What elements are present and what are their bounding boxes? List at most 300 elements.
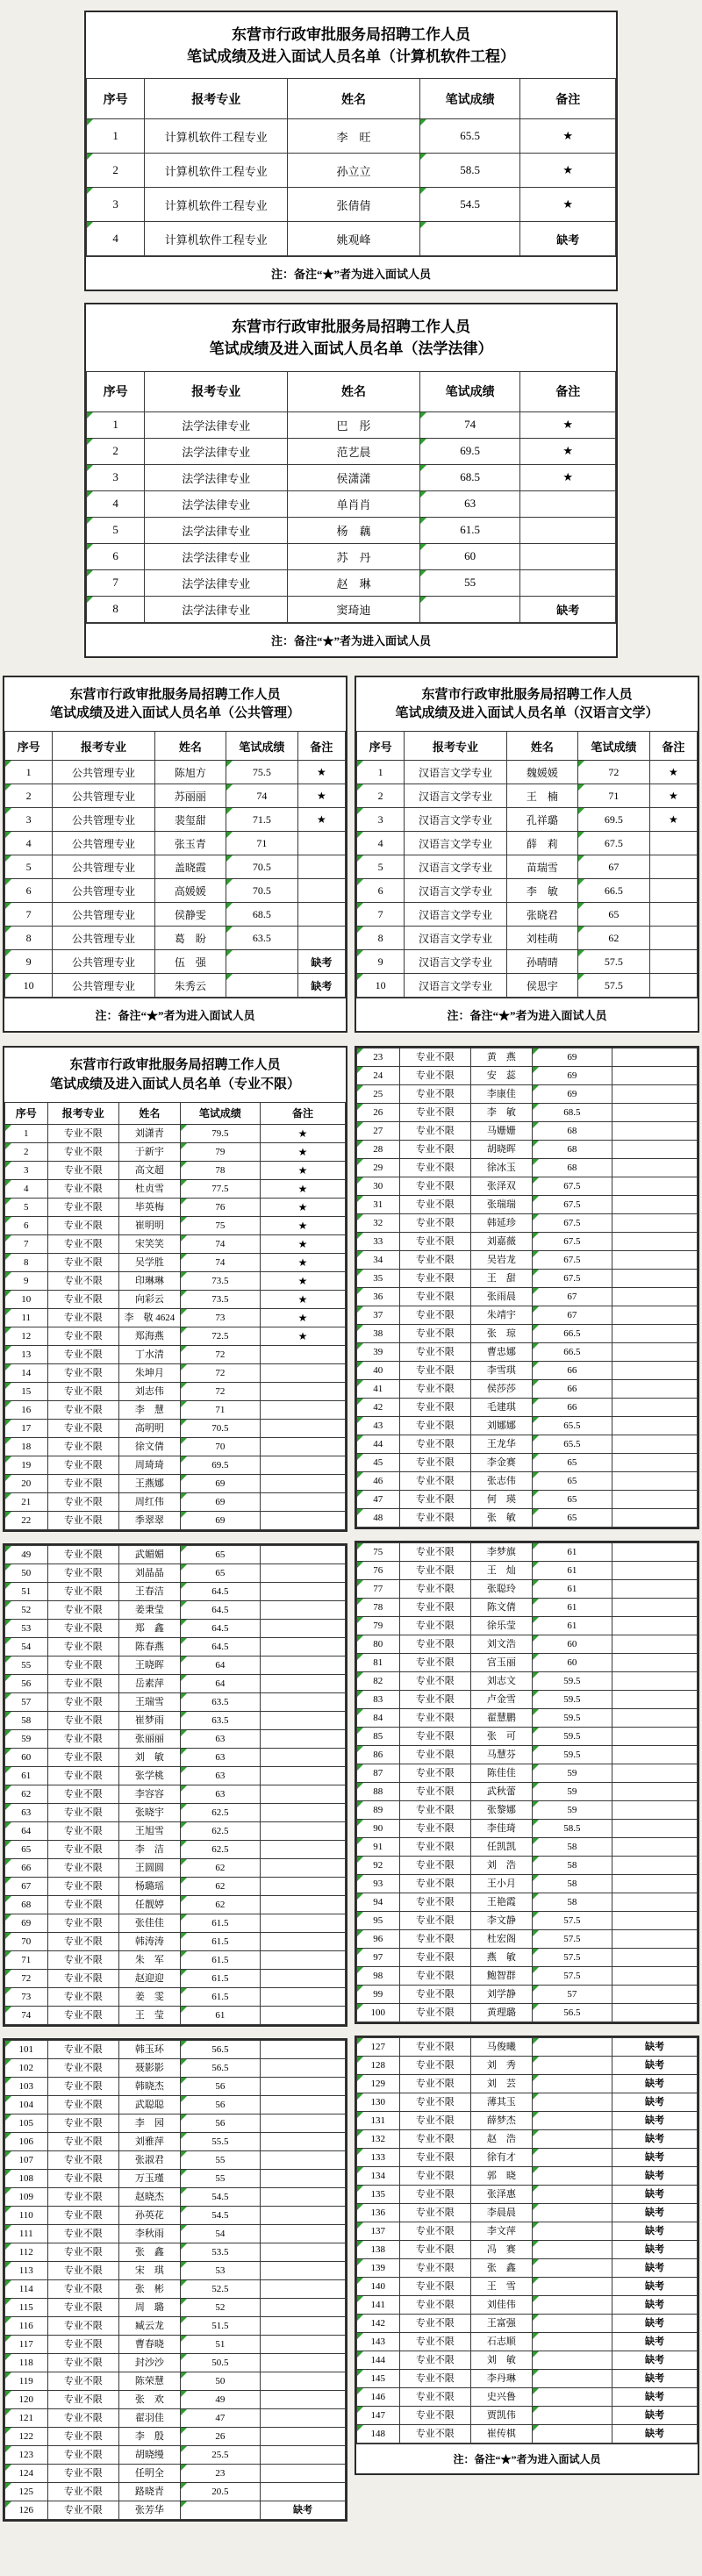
name-cell: 李 园 xyxy=(118,2114,180,2132)
table-row xyxy=(357,832,698,855)
table-row xyxy=(87,596,616,622)
seq-cell: 4 xyxy=(5,1179,48,1198)
remark-cell xyxy=(260,1692,345,1711)
seq-cell: 50 xyxy=(5,1563,48,1582)
score-cell xyxy=(532,2075,612,2093)
score-table xyxy=(4,1545,346,2025)
name-cell: 周 璐 xyxy=(118,2298,180,2316)
score-cell: 73.5 xyxy=(180,1290,260,1308)
table-row xyxy=(357,1562,698,1580)
score-cell xyxy=(532,2186,612,2204)
table-unlimited-page6 xyxy=(355,2036,699,2475)
name-cell: 裴玺甜 xyxy=(154,808,226,832)
score-cell: 68 xyxy=(532,1141,612,1159)
remark-cell xyxy=(260,2372,345,2390)
remark-cell xyxy=(260,1563,345,1582)
table-row xyxy=(5,1253,346,1271)
table-row xyxy=(87,119,616,154)
major-cell: 专业不限 xyxy=(399,1509,470,1528)
remark-cell xyxy=(612,1930,697,1949)
name-cell: 窦琦迪 xyxy=(288,596,420,622)
major-cell: 专业不限 xyxy=(47,2006,118,2024)
table-row xyxy=(5,2298,346,2316)
table-row xyxy=(5,1692,346,1711)
table-title-line2: 笔试成绩及进入面试人员名单（法学法律） xyxy=(209,340,493,357)
name-cell: 印琳琳 xyxy=(118,1271,180,1290)
seq-cell: 145 xyxy=(357,2370,400,2388)
major-cell: 专业不限 xyxy=(47,1895,118,1914)
seq-cell: 49 xyxy=(5,1545,48,1563)
remark-cell: 缺考 xyxy=(612,2167,697,2186)
remark-cell: 缺考 xyxy=(612,2388,697,2407)
name-cell: 李秋雨 xyxy=(118,2224,180,2243)
major-cell: 专业不限 xyxy=(399,1709,470,1728)
seq-cell: 11 xyxy=(5,1308,48,1327)
major-cell: 专业不限 xyxy=(47,1748,118,1766)
major-cell: 专业不限 xyxy=(47,1271,118,1290)
table-row xyxy=(357,1472,698,1491)
score-cell: 70.5 xyxy=(180,1419,260,1437)
name-cell: 刘 秀 xyxy=(470,2057,532,2075)
major-cell: 专业不限 xyxy=(399,2278,470,2296)
column-header: 笔试成绩 xyxy=(578,732,649,761)
table-unlimited-page1 xyxy=(3,1046,347,1532)
seq-cell: 98 xyxy=(357,1967,400,1986)
name-cell: 向彩云 xyxy=(118,1290,180,1308)
name-cell: 范艺晨 xyxy=(288,438,420,464)
seq-cell: 89 xyxy=(357,1801,400,1820)
name-cell: 单肖肖 xyxy=(288,490,420,517)
major-cell: 专业不限 xyxy=(399,1159,470,1177)
score-table xyxy=(4,1102,346,1530)
name-cell: 武聪聪 xyxy=(118,2095,180,2114)
table-row xyxy=(5,2243,346,2261)
remark-cell xyxy=(649,879,697,903)
name-cell: 张玉青 xyxy=(154,832,226,855)
score-cell: 74 xyxy=(180,1234,260,1253)
major-cell: 专业不限 xyxy=(399,1912,470,1930)
score-cell: 26 xyxy=(180,2427,260,2445)
remark-cell xyxy=(260,2224,345,2243)
remark-cell xyxy=(612,1380,697,1399)
seq-cell: 32 xyxy=(357,1214,400,1233)
major-cell: 专业不限 xyxy=(399,1214,470,1233)
column-header: 备注 xyxy=(520,371,616,411)
major-cell: 专业不限 xyxy=(399,2351,470,2370)
score-cell: 68.5 xyxy=(532,1104,612,1122)
name-cell: 王 莹 xyxy=(118,2006,180,2024)
seq-cell: 69 xyxy=(5,1914,48,1932)
seq-cell: 5 xyxy=(5,855,53,879)
table-body xyxy=(5,1545,346,2024)
column-header: 笔试成绩 xyxy=(226,732,297,761)
remark-cell: 缺考 xyxy=(612,2038,697,2057)
remark-cell: 缺考 xyxy=(612,2204,697,2222)
table-body xyxy=(5,2040,346,2519)
remark-cell: 缺考 xyxy=(612,2296,697,2315)
major-cell: 汉语言文学专业 xyxy=(405,927,506,950)
table-title xyxy=(4,677,346,732)
major-cell: 专业不限 xyxy=(47,2058,118,2077)
seq-cell: 10 xyxy=(5,1290,48,1308)
score-cell xyxy=(532,2333,612,2351)
major-cell: 专业不限 xyxy=(47,1419,118,1437)
remark-cell xyxy=(260,2187,345,2206)
seq-cell: 129 xyxy=(357,2075,400,2093)
name-cell: 李文静 xyxy=(470,1912,532,1930)
remark-cell xyxy=(612,1728,697,1746)
table-row xyxy=(357,1214,698,1233)
name-cell: 卢金雪 xyxy=(470,1691,532,1709)
remark-cell xyxy=(260,1345,345,1363)
table-row xyxy=(5,1821,346,1840)
name-cell: 王富强 xyxy=(470,2315,532,2333)
table-row xyxy=(357,2241,698,2259)
table-row xyxy=(5,808,346,832)
score-cell: 57.5 xyxy=(578,974,649,998)
name-cell: 张淑君 xyxy=(118,2150,180,2169)
table-row xyxy=(357,1783,698,1801)
major-cell: 专业不限 xyxy=(399,1399,470,1417)
name-cell: 臧云龙 xyxy=(118,2316,180,2335)
remark-cell xyxy=(260,2279,345,2298)
remark-cell xyxy=(297,832,345,855)
score-cell: 62 xyxy=(180,1858,260,1877)
table-row xyxy=(87,569,616,596)
major-cell: 专业不限 xyxy=(47,2132,118,2150)
seq-cell: 61 xyxy=(5,1766,48,1785)
table-row xyxy=(357,2038,698,2057)
score-cell: 55 xyxy=(180,2169,260,2187)
table-title-line2: 笔试成绩及进入面试人员名单（专业不限） xyxy=(49,1077,300,1091)
remark-cell: 缺考 xyxy=(612,2075,697,2093)
major-cell: 专业不限 xyxy=(399,2407,470,2425)
score-cell: 65 xyxy=(578,903,649,927)
score-cell: 59.5 xyxy=(532,1746,612,1764)
score-cell: 67 xyxy=(532,1288,612,1306)
seq-cell: 10 xyxy=(5,974,53,998)
name-cell: 赵 琳 xyxy=(288,569,420,596)
table-row xyxy=(5,2040,346,2058)
major-cell: 专业不限 xyxy=(399,1857,470,1875)
major-cell: 专业不限 xyxy=(47,1290,118,1308)
major-cell: 专业不限 xyxy=(47,2372,118,2390)
name-cell: 李 敏 xyxy=(470,1104,532,1122)
seq-cell: 12 xyxy=(5,1327,48,1345)
remark-cell xyxy=(612,1270,697,1288)
remark-cell xyxy=(612,1509,697,1528)
name-cell: 杨璐瑶 xyxy=(118,1877,180,1895)
table-row xyxy=(357,761,698,784)
major-cell: 法学法律专业 xyxy=(145,464,288,490)
table-row xyxy=(5,1198,346,1216)
table-row xyxy=(5,1271,346,1290)
table-row xyxy=(357,1306,698,1325)
seq-cell: 6 xyxy=(357,879,405,903)
table-row xyxy=(87,490,616,517)
remark-cell xyxy=(612,1820,697,1838)
name-cell: 刘娜娜 xyxy=(470,1417,532,1435)
score-cell xyxy=(532,2222,612,2241)
major-cell: 专业不限 xyxy=(399,1986,470,2004)
table-row xyxy=(5,2095,346,2114)
score-cell xyxy=(226,974,297,998)
name-cell: 薄其玉 xyxy=(470,2093,532,2112)
table-row xyxy=(5,1858,346,1877)
major-cell: 专业不限 xyxy=(47,1400,118,1419)
major-cell: 专业不限 xyxy=(47,2464,118,2482)
score-table xyxy=(356,1048,698,1528)
score-cell: 47 xyxy=(180,2408,260,2427)
score-cell: 53.5 xyxy=(180,2243,260,2261)
seq-cell: 67 xyxy=(5,1877,48,1895)
score-cell xyxy=(532,2407,612,2425)
table-row xyxy=(357,903,698,927)
remark-cell xyxy=(612,1672,697,1691)
name-cell: 周琦琦 xyxy=(118,1456,180,1474)
remark-cell xyxy=(612,1435,697,1454)
remark-cell: ★ xyxy=(260,1308,345,1327)
major-cell: 专业不限 xyxy=(399,1635,470,1654)
table-chinese-literature xyxy=(355,676,699,1034)
score-cell: 74 xyxy=(226,784,297,808)
score-cell: 56 xyxy=(180,2077,260,2095)
seq-cell: 9 xyxy=(5,1271,48,1290)
major-cell: 专业不限 xyxy=(47,1253,118,1271)
table-row xyxy=(5,1748,346,1766)
seq-cell: 3 xyxy=(357,808,405,832)
table-row xyxy=(357,2112,698,2130)
major-cell: 专业不限 xyxy=(47,2316,118,2335)
seq-cell: 126 xyxy=(5,2501,48,2519)
seq-cell: 62 xyxy=(5,1785,48,1803)
score-cell xyxy=(226,950,297,974)
score-cell xyxy=(532,2241,612,2259)
table-row xyxy=(357,2278,698,2296)
major-cell: 专业不限 xyxy=(47,1234,118,1253)
name-cell: 刘嘉薇 xyxy=(470,1233,532,1251)
seq-cell: 92 xyxy=(357,1857,400,1875)
score-cell: 57.5 xyxy=(578,950,649,974)
major-cell: 专业不限 xyxy=(47,1637,118,1656)
name-cell: 王 灿 xyxy=(470,1562,532,1580)
name-cell: 胡晓晖 xyxy=(470,1141,532,1159)
name-cell: 刘潇青 xyxy=(118,1124,180,1142)
table-row xyxy=(5,1437,346,1456)
table-row xyxy=(5,1895,346,1914)
remark-cell xyxy=(260,1950,345,1969)
seq-cell: 147 xyxy=(357,2407,400,2425)
table-row xyxy=(5,2077,346,2095)
column-header: 报考专业 xyxy=(145,79,288,119)
seq-cell: 34 xyxy=(357,1251,400,1270)
score-table xyxy=(356,1542,698,2022)
table-row xyxy=(5,1619,346,1637)
major-cell: 公共管理专业 xyxy=(53,927,154,950)
score-cell: 23 xyxy=(180,2464,260,2482)
score-cell: 65.5 xyxy=(532,1435,612,1454)
name-cell: 张丽丽 xyxy=(118,1729,180,1748)
name-cell: 毕英梅 xyxy=(118,1198,180,1216)
remark-cell xyxy=(260,1474,345,1492)
seq-cell: 5 xyxy=(5,1198,48,1216)
score-cell: 74 xyxy=(419,411,520,438)
seq-cell: 130 xyxy=(357,2093,400,2112)
score-cell xyxy=(532,2259,612,2278)
table-title-line1: 东营市行政审批服务局招聘工作人员 xyxy=(232,318,470,336)
seq-cell: 59 xyxy=(5,1729,48,1748)
seq-cell: 112 xyxy=(5,2243,48,2261)
remark-cell xyxy=(260,2408,345,2427)
major-cell: 专业不限 xyxy=(47,1198,118,1216)
seq-cell: 3 xyxy=(5,1161,48,1179)
name-cell: 黄理璐 xyxy=(470,2004,532,2022)
seq-cell: 2 xyxy=(5,784,53,808)
name-cell: 王旭雪 xyxy=(118,1821,180,1840)
score-table xyxy=(86,371,616,623)
table-note: 注：备注“★”者为进入面试人员 xyxy=(356,2444,698,2473)
name-cell: 宫玉丽 xyxy=(470,1654,532,1672)
score-cell: 63 xyxy=(419,490,520,517)
remark-cell: 缺考 xyxy=(612,2259,697,2278)
score-cell: 69 xyxy=(532,1067,612,1085)
major-cell: 专业不限 xyxy=(399,1801,470,1820)
table-row xyxy=(5,879,346,903)
remark-cell: ★ xyxy=(649,808,697,832)
score-cell: 61.5 xyxy=(180,1950,260,1969)
seq-cell: 66 xyxy=(5,1858,48,1877)
seq-cell: 115 xyxy=(5,2298,48,2316)
major-cell: 专业不限 xyxy=(47,1563,118,1582)
table-row xyxy=(5,1419,346,1437)
name-cell: 冯 赛 xyxy=(470,2241,532,2259)
name-cell: 徐冰玉 xyxy=(470,1159,532,1177)
remark-cell xyxy=(612,1177,697,1196)
table-title-line2: 笔试成绩及进入面试人员名单（公共管理） xyxy=(49,706,300,721)
middle-tables-row xyxy=(0,676,702,1034)
seq-cell: 5 xyxy=(87,517,145,543)
remark-cell: 缺考 xyxy=(297,974,345,998)
header-row xyxy=(87,79,616,119)
name-cell: 任靓婷 xyxy=(118,1895,180,1914)
score-cell: 72 xyxy=(180,1345,260,1363)
seq-cell: 5 xyxy=(357,855,405,879)
name-cell: 张晓宇 xyxy=(118,1803,180,1821)
seq-cell: 23 xyxy=(357,1048,400,1067)
score-cell: 59 xyxy=(532,1783,612,1801)
remark-cell xyxy=(612,1454,697,1472)
seq-cell: 76 xyxy=(357,1562,400,1580)
table-row xyxy=(357,1820,698,1838)
table-row xyxy=(357,2167,698,2186)
table-row xyxy=(357,2004,698,2022)
table-row xyxy=(357,1251,698,1270)
table-row xyxy=(357,974,698,998)
name-cell: 于新宇 xyxy=(118,1142,180,1161)
score-cell: 69 xyxy=(532,1048,612,1067)
name-cell: 吴岩龙 xyxy=(470,1251,532,1270)
seq-cell: 3 xyxy=(5,808,53,832)
remark-cell: ★ xyxy=(260,1198,345,1216)
table-row xyxy=(5,1545,346,1563)
table-row xyxy=(357,1343,698,1362)
remark-cell: ★ xyxy=(520,154,616,188)
table-row xyxy=(5,2261,346,2279)
major-cell: 专业不限 xyxy=(399,1343,470,1362)
remark-cell xyxy=(260,1785,345,1803)
remark-cell xyxy=(520,543,616,569)
seq-cell: 58 xyxy=(5,1711,48,1729)
name-cell: 任明全 xyxy=(118,2464,180,2482)
score-cell: 67.5 xyxy=(532,1270,612,1288)
score-cell: 65.5 xyxy=(532,1417,612,1435)
table-row xyxy=(87,188,616,222)
table-row xyxy=(357,2204,698,2222)
major-cell: 专业不限 xyxy=(399,1967,470,1986)
major-cell: 专业不限 xyxy=(399,2149,470,2167)
major-cell: 专业不限 xyxy=(47,2169,118,2187)
seq-cell: 95 xyxy=(357,1912,400,1930)
seq-cell: 57 xyxy=(5,1692,48,1711)
seq-cell: 21 xyxy=(5,1492,48,1511)
seq-cell: 131 xyxy=(357,2112,400,2130)
seq-cell: 38 xyxy=(357,1325,400,1343)
remark-cell xyxy=(612,1159,697,1177)
remark-cell: 缺考 xyxy=(612,2370,697,2388)
score-cell: 62 xyxy=(180,1895,260,1914)
major-cell: 专业不限 xyxy=(399,1617,470,1635)
seq-cell: 40 xyxy=(357,1362,400,1380)
major-cell: 专业不限 xyxy=(47,1619,118,1637)
seq-cell: 33 xyxy=(357,1233,400,1251)
table-row xyxy=(5,2372,346,2390)
major-cell: 专业不限 xyxy=(399,1654,470,1672)
remark-cell xyxy=(260,2390,345,2408)
name-cell: 赵迎迎 xyxy=(118,1969,180,1987)
table-row xyxy=(357,1599,698,1617)
table-row xyxy=(357,2222,698,2241)
table-title-line1: 东营市行政审批服务局招聘工作人员 xyxy=(69,1058,281,1073)
remark-cell xyxy=(612,1196,697,1214)
table-row xyxy=(357,1709,698,1728)
name-cell: 姚观峰 xyxy=(288,222,420,256)
major-cell: 专业不限 xyxy=(399,1783,470,1801)
seq-cell: 55 xyxy=(5,1656,48,1674)
column-header: 序号 xyxy=(87,79,145,119)
seq-cell: 42 xyxy=(357,1399,400,1417)
score-cell: 61 xyxy=(180,2006,260,2024)
major-cell: 专业不限 xyxy=(47,2482,118,2501)
seq-cell: 88 xyxy=(357,1783,400,1801)
remark-cell: ★ xyxy=(260,1253,345,1271)
table-row xyxy=(357,1967,698,1986)
score-cell: 59.5 xyxy=(532,1709,612,1728)
seq-cell: 2 xyxy=(87,438,145,464)
name-cell: 张雨晨 xyxy=(470,1288,532,1306)
major-cell: 专业不限 xyxy=(47,1142,118,1161)
major-cell: 专业不限 xyxy=(47,2445,118,2464)
table-header xyxy=(5,1102,346,1124)
major-cell: 专业不限 xyxy=(47,1511,118,1529)
name-cell: 崔梦雨 xyxy=(118,1711,180,1729)
table-row xyxy=(357,2388,698,2407)
table-row xyxy=(5,761,346,784)
major-cell: 专业不限 xyxy=(399,1472,470,1491)
major-cell: 专业不限 xyxy=(47,2501,118,2519)
major-cell: 公共管理专业 xyxy=(53,879,154,903)
major-cell: 专业不限 xyxy=(47,1766,118,1785)
table-row xyxy=(5,832,346,855)
